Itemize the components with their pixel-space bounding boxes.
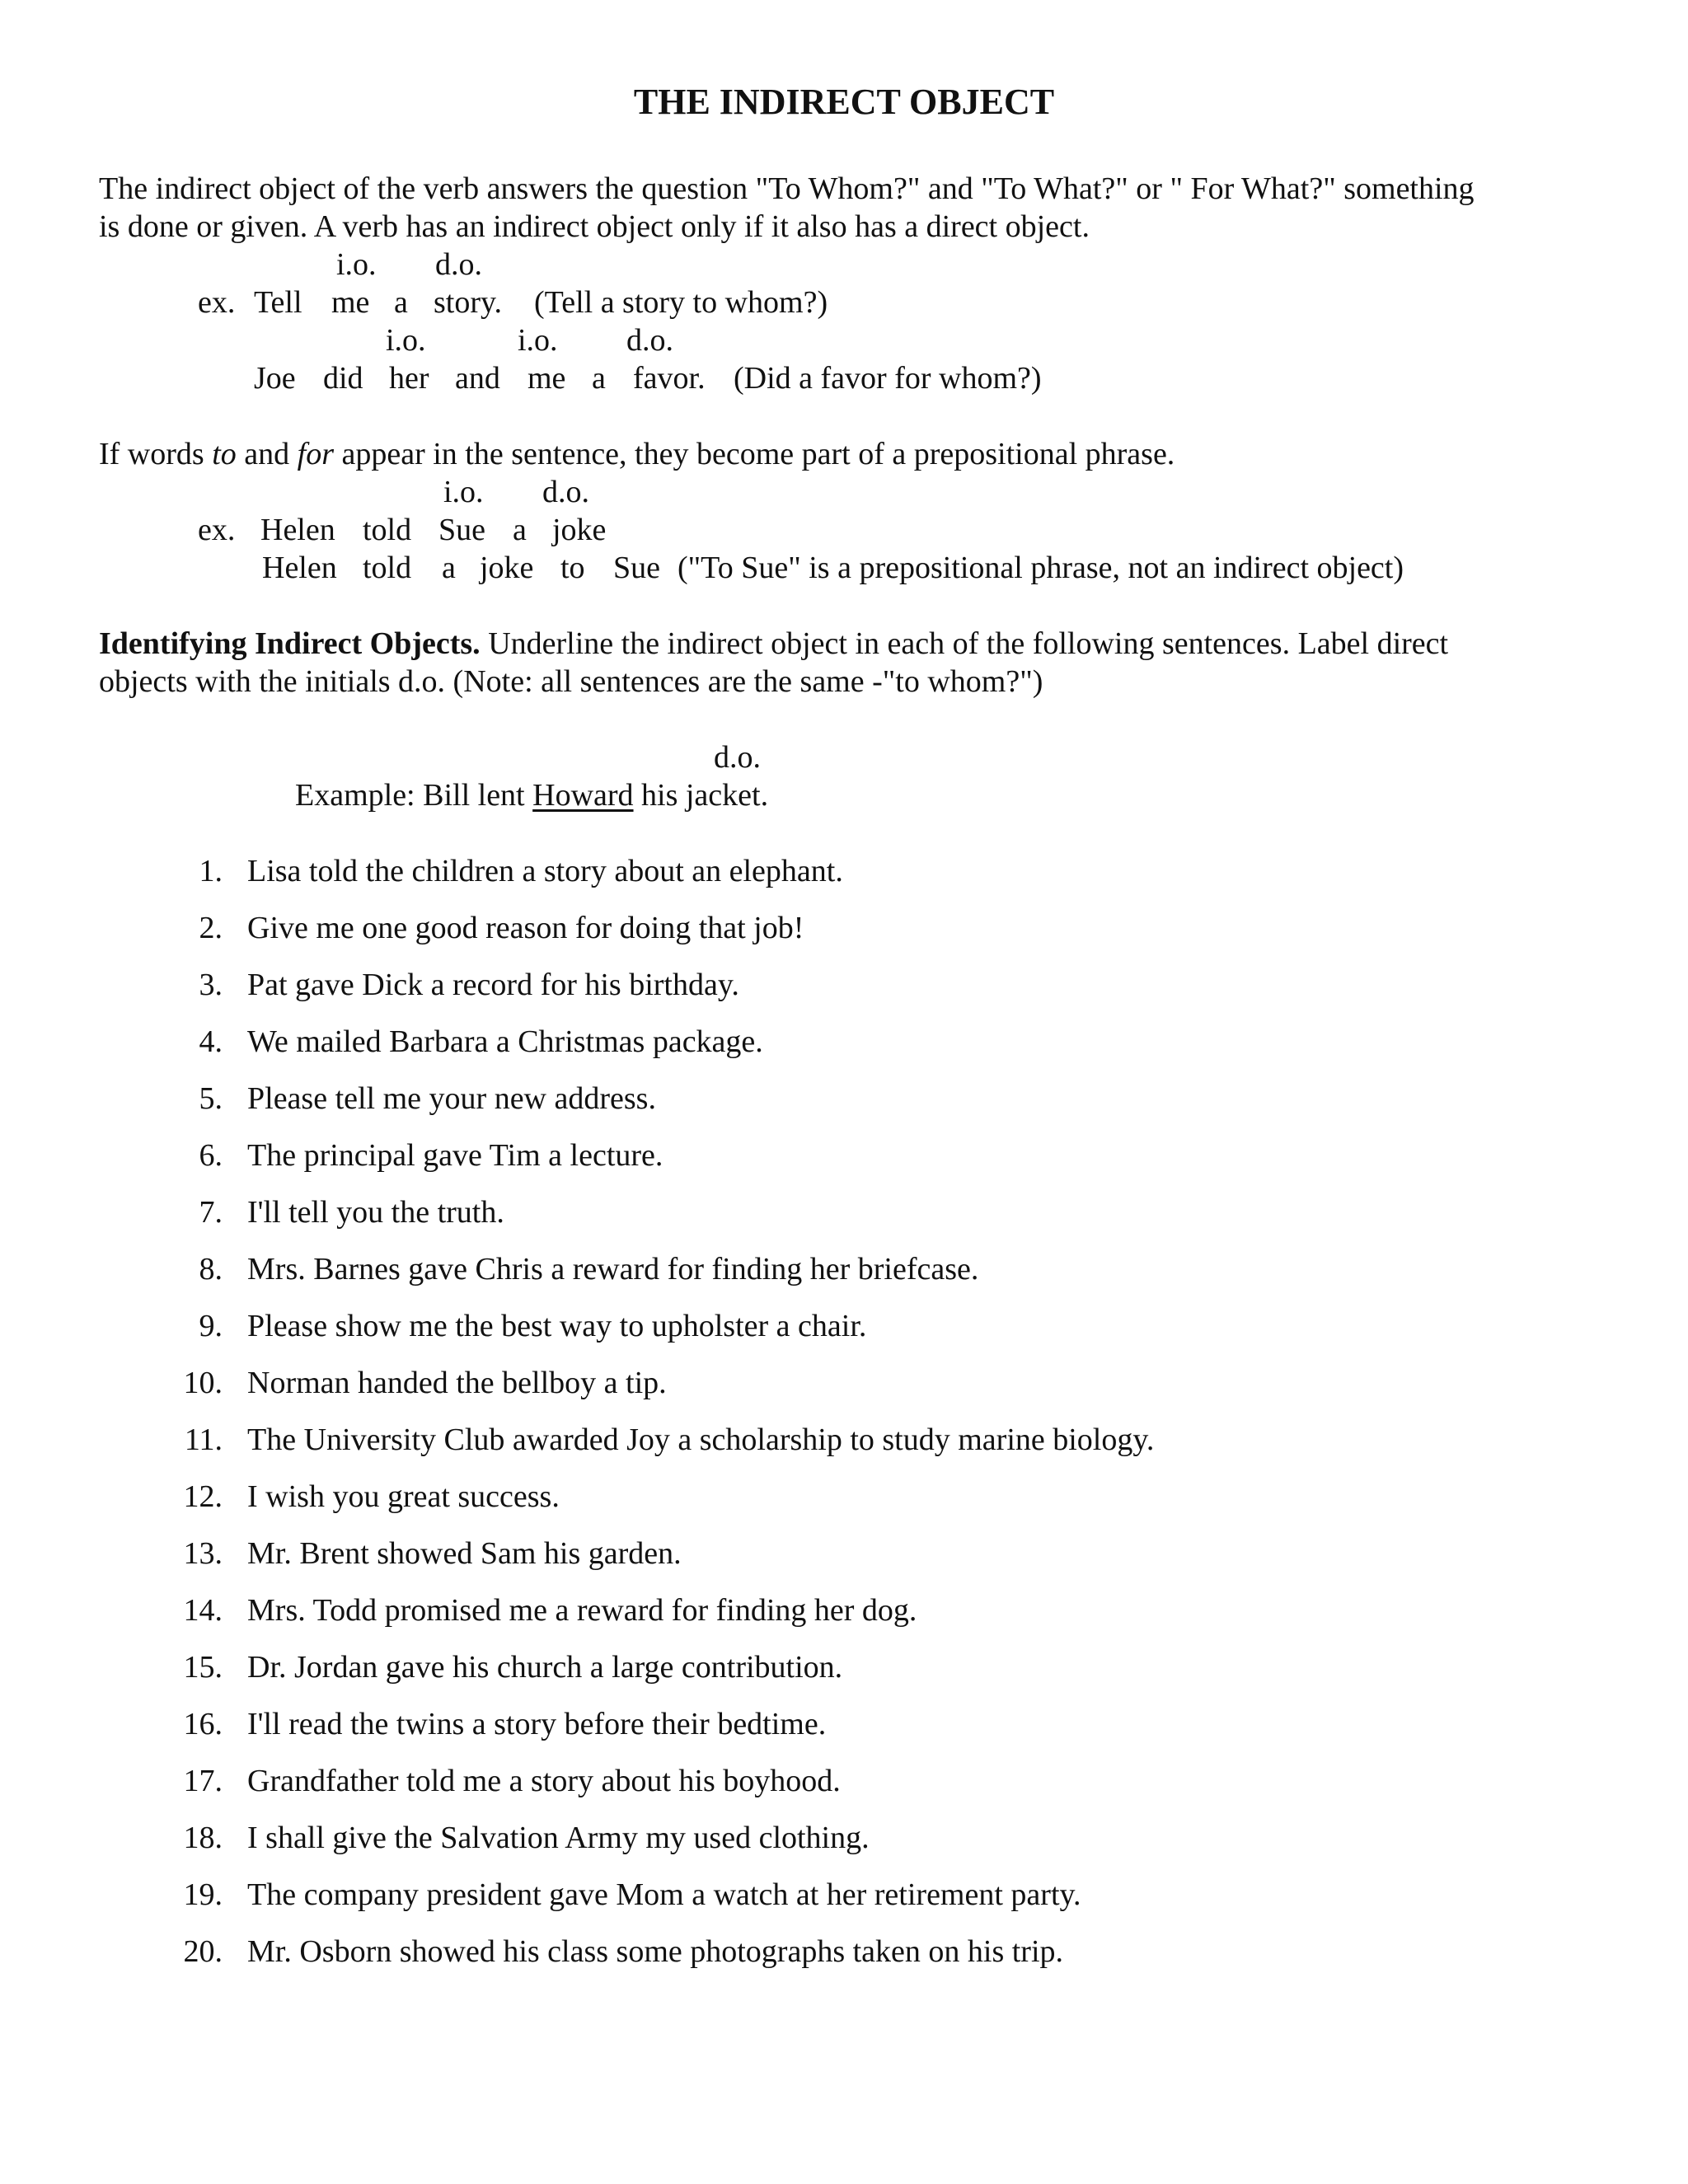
example1-prefix: ex. [198,285,236,320]
example4-word: Helen [262,551,337,585]
instructions-line-1: Identifying Indirect Objects. Underline the indirect object in each of the following sentences. Label direct [99,626,1449,661]
question-number: 13. [183,1536,223,1571]
question-number: 2. [199,911,223,945]
question-sentence: Give me one good reason for doing that job! [247,911,804,945]
question-sentence: Mrs. Barnes gave Chris a reward for finding her briefcase. [247,1252,979,1286]
question-number: 18. [183,1821,223,1855]
question-sentence: I'll read the twins a story before their bedtime. [247,1707,827,1741]
question-sentence: I'll tell you the truth. [247,1195,504,1230]
example3-word: Sue [438,513,485,547]
question-sentence: Mrs. Todd promised me a reward for finding her dog. [247,1593,917,1628]
example2-io-label: i.o. [386,323,426,358]
example2-word: Joe [254,361,296,396]
example4-word: joke [480,551,534,585]
question-number: 20. [183,1934,223,1969]
question-sentence: Mr. Brent showed Sam his garden. [247,1536,682,1571]
question-number: 9. [199,1309,223,1343]
example1-io-label: i.o. [336,247,377,282]
intro-line-2: is done or given. A verb has an indirect object only if it also has a direct object. [99,209,1090,244]
question-sentence: Dr. Jordan gave his church a large contribution. [247,1650,843,1685]
sample-sentence: Example: Bill lent Howard his jacket. [295,778,769,813]
question-number: 7. [199,1195,223,1230]
example3-word: told [363,513,412,547]
example2-do-label: d.o. [626,323,673,358]
example2-word: and [455,361,500,396]
example1-word: story. [434,285,503,320]
example1-word: Tell [254,285,302,320]
example1-word: me [331,285,370,320]
example2-word: her [389,361,429,396]
sample-do-label: d.o. [714,740,761,775]
question-sentence: I shall give the Salvation Army my used clothing. [247,1821,870,1855]
example3-io-label: i.o. [443,475,484,509]
question-number: 10. [183,1366,223,1400]
example4-note: ("To Sue" is a prepositional phrase, not an indirect object) [678,551,1404,585]
question-sentence: We mailed Barbara a Christmas package. [247,1024,763,1059]
question-sentence: Please tell me your new address. [247,1081,656,1116]
example2-word: favor. [633,361,706,396]
question-number: 8. [199,1252,223,1286]
example2-word: a [592,361,606,396]
question-sentence: Norman handed the bellboy a tip. [247,1366,667,1400]
question-number: 14. [183,1593,223,1628]
instructions-line-2: objects with the initials d.o. (Note: all sentences are the same -"to whom?") [99,664,1043,699]
question-sentence: Lisa told the children a story about an elephant. [247,854,843,888]
example4-word: Sue [613,551,660,585]
for-word: for [297,437,334,471]
question-sentence: I wish you great success. [247,1479,560,1514]
example3-prefix: ex. [198,513,236,547]
intro-line-1: The indirect object of the verb answers the question "To Whom?" and "To What?" or " For What?" something [99,171,1475,206]
question-sentence: The University Club awarded Joy a scholarship to study marine biology. [247,1422,1155,1457]
example1-do-label: d.o. [435,247,482,282]
question-sentence: The principal gave Tim a lecture. [247,1138,663,1173]
question-sentence: Grandfather told me a story about his boyhood. [247,1764,841,1798]
example2-note: (Did a favor for whom?) [734,361,1042,396]
example3-word: Helen [260,513,335,547]
question-number: 16. [183,1707,223,1741]
example2-word: me [528,361,566,396]
question-number: 17. [183,1764,223,1798]
example4-word: told [363,551,412,585]
example4-word: a [442,551,456,585]
page-title: THE INDIRECT OBJECT [633,82,1055,122]
instructions-heading: Identifying Indirect Objects. [99,626,481,661]
question-number: 11. [184,1422,223,1457]
question-number: 4. [199,1024,223,1059]
example2-word: did [323,361,363,396]
question-sentence: Pat gave Dick a record for his birthday. [247,968,739,1002]
question-number: 5. [199,1081,223,1116]
question-number: 12. [183,1479,223,1514]
prep-note: If words to and for appear in the sentence, they become part of a prepositional phrase. [99,437,1175,471]
example3-do-label: d.o. [542,475,589,509]
example1-note: (Tell a story to whom?) [534,285,828,320]
question-number: 1. [199,854,223,888]
question-number: 3. [199,968,223,1002]
example4-word: to [560,551,585,585]
question-number: 6. [199,1138,223,1173]
question-number: 15. [183,1650,223,1685]
example3-word: a [513,513,527,547]
question-sentence: Mr. Osborn showed his class some photographs taken on his trip. [247,1934,1064,1969]
sample-underlined-word: Howard [532,778,634,813]
example2-io-label: i.o. [518,323,558,358]
question-sentence: The company president gave Mom a watch at her retirement party. [247,1877,1081,1912]
to-word: to [212,437,237,471]
example3-word: joke [552,513,607,547]
question-sentence: Please show me the best way to upholster a chair. [247,1309,867,1343]
question-number: 19. [183,1877,223,1912]
example1-word: a [394,285,408,320]
